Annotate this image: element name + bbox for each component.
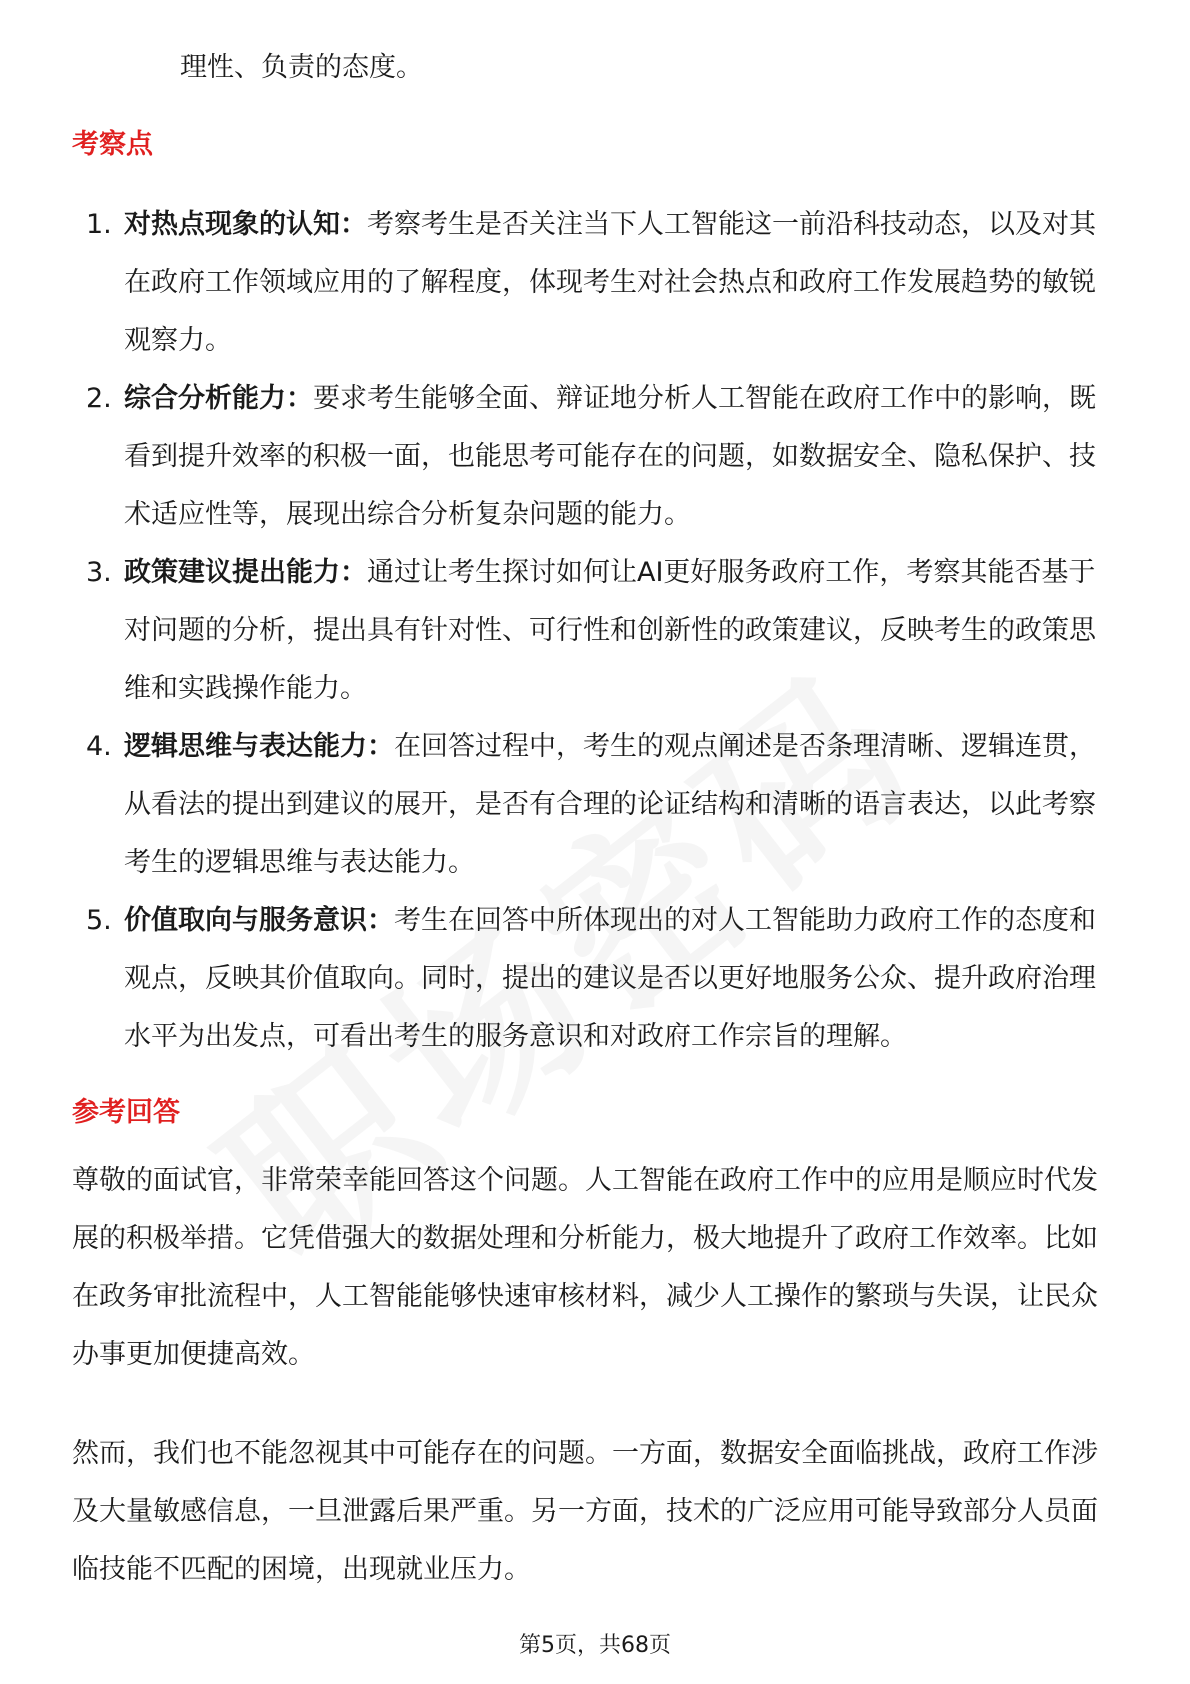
item-text: 通过让考生探讨如何让AI更好服务政府工作，考察其能否基于对问题的分析，提出具有针对性、可行性和创新性的政策建议，反映考生的政策思维和实践操作能力。 <box>124 557 1096 704</box>
list-item <box>72 196 1117 370</box>
page-footer: 第5页，共68页 <box>519 1633 671 1658</box>
item-title: 政策建议提出能力： <box>124 557 367 588</box>
answer-paragraph: 尊敬的面试官，非常荣幸能回答这个问题。人工智能在政府工作中的应用是顺应时代发展的积极举措。它凭借强大的数据处理和分析能力，极大地提升了政府工作效率。比如在政务审批流程中，人工智能能够快速审核材料，减少人工操作的繁琐与失误，让民众办事更加便捷高效。 <box>72 1165 1098 1370</box>
item-number: 5. <box>86 905 112 936</box>
item-text: 要求考生能够全面、辩证地分析人工智能在政府工作中的影响，既看到提升效率的积极一面，也能思考可能存在的问题，如数据安全、隐私保护、技术适应性等，展现出综合分析复杂问题的能力。 <box>124 383 1096 530</box>
section-title-exam-points: 考察点 <box>72 129 153 160</box>
continuation-text: 理性、负责的态度。 <box>180 52 423 83</box>
list-item <box>72 718 1117 892</box>
item-title: 价值取向与服务意识： <box>124 905 394 936</box>
item-title: 综合分析能力： <box>124 383 313 414</box>
item-number: 4. <box>86 731 112 762</box>
item-title: 逻辑思维与表达能力： <box>124 731 394 762</box>
answer-paragraph: 然而，我们也不能忽视其中可能存在的问题。一方面，数据安全面临挑战，政府工作涉及大量敏感信息，一旦泄露后果严重。另一方面，技术的广泛应用可能导致部分人员面临技能不匹配的困境，出现就业压力。 <box>72 1438 1098 1585</box>
item-number: 3. <box>86 557 112 588</box>
list-item <box>72 544 1117 718</box>
list-item <box>72 370 1117 544</box>
section-title-reference-answer: 参考回答 <box>72 1097 180 1128</box>
list-item <box>72 892 1117 1066</box>
item-title: 对热点现象的认知： <box>124 209 367 240</box>
item-text: 考察考生是否关注当下人工智能这一前沿科技动态，以及对其在政府工作领域应用的了解程度，体现考生对社会热点和政府工作发展趋势的敏锐观察力。 <box>124 209 1096 356</box>
item-number: 2. <box>86 383 112 414</box>
exam-points-list <box>72 196 1117 1066</box>
item-number: 1. <box>86 209 112 240</box>
item-text: 考生在回答中所体现出的对人工智能助力政府工作的态度和观点，反映其价值取向。同时，提出的建议是否以更好地服务公众、提升政府治理水平为出发点，可看出考生的服务意识和对政府工作宗旨的理解。 <box>124 905 1096 1052</box>
item-text: 在回答过程中，考生的观点阐述是否条理清晰、逻辑连贯，从看法的提出到建议的展开，是否有合理的论证结构和清晰的语言表达，以此考察考生的逻辑思维与表达能力。 <box>124 731 1096 878</box>
